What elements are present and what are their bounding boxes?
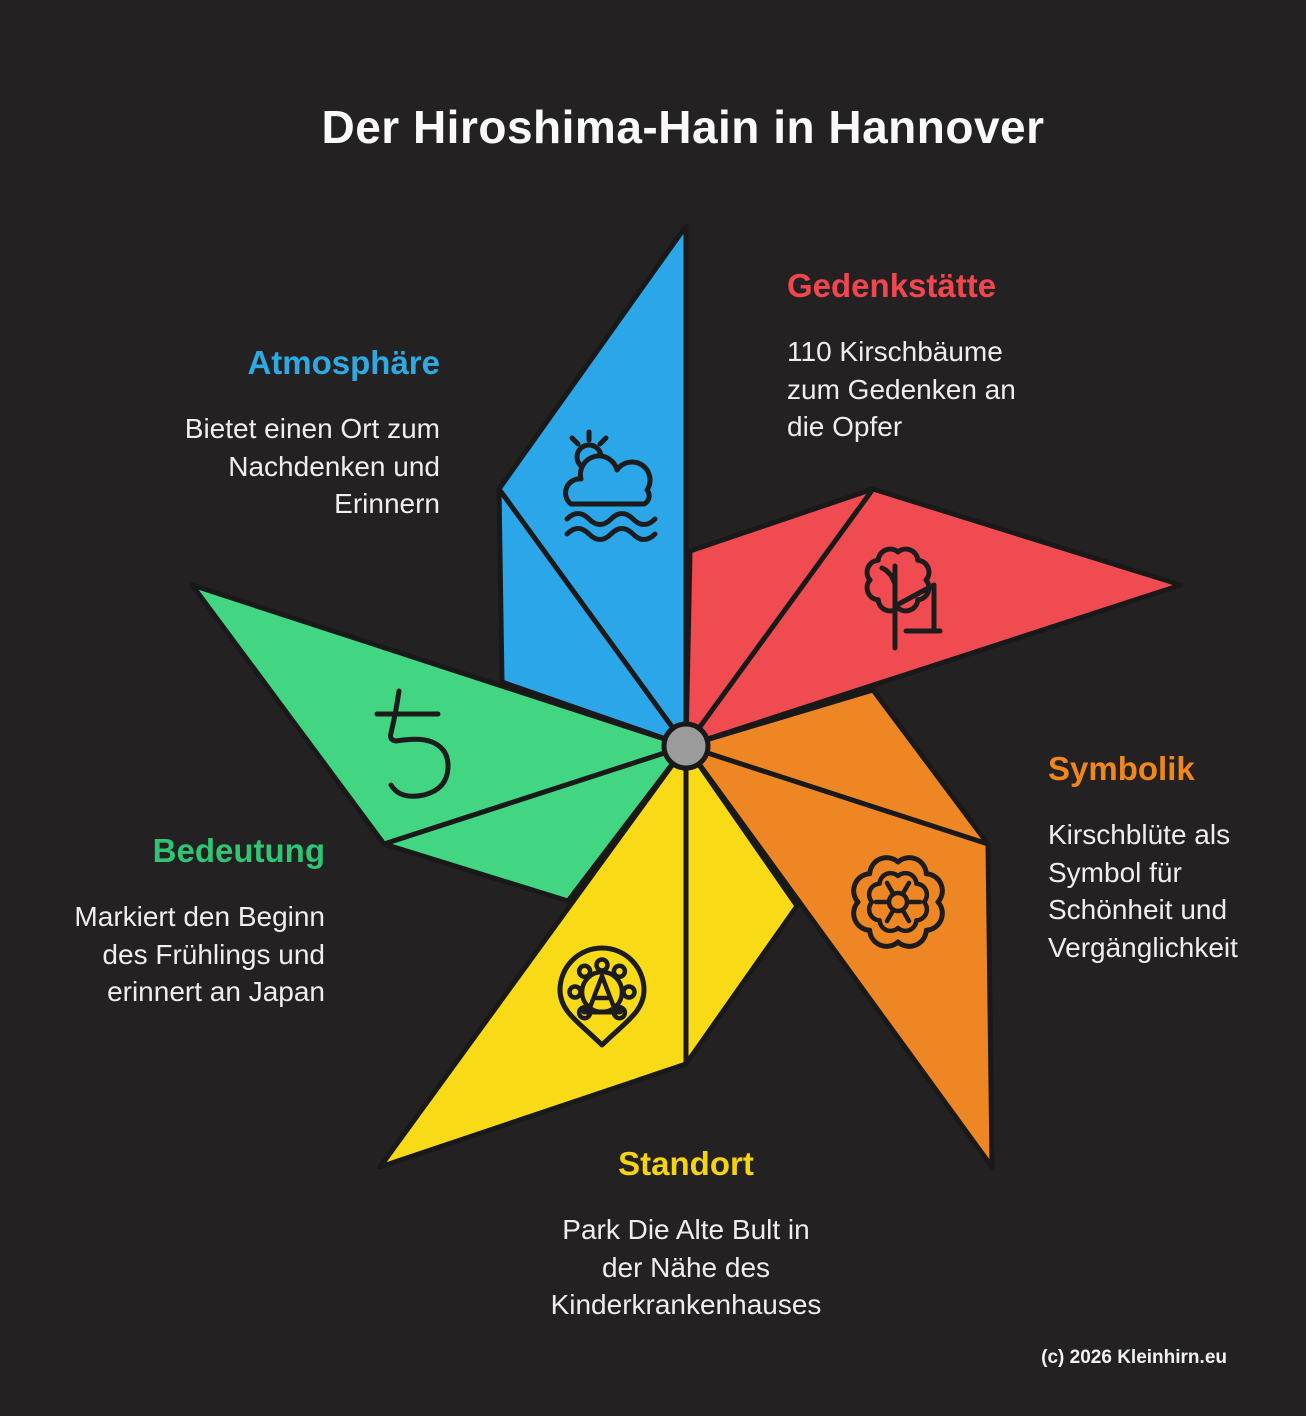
section-desc-line: zum Gedenken an — [787, 373, 1016, 405]
section-desc-line: erinnert an Japan — [107, 976, 325, 1007]
section-desc-line: Bietet einen Ort zum — [184, 413, 440, 444]
section-desc-line: die Opfer — [787, 411, 903, 442]
section-symbolik — [1048, 748, 1238, 966]
section-desc-line: Symbol für — [1048, 856, 1182, 888]
section-desc-line: Nachdenken und — [228, 450, 440, 482]
section-desc-line: 110 Kirschbäume — [787, 336, 1003, 367]
section-heading: Standort — [618, 1145, 754, 1182]
section-desc-line: Schönheit und — [1048, 894, 1228, 925]
section-standort — [551, 1143, 822, 1324]
section-desc-line: Kirschblüte als — [1048, 819, 1231, 850]
section-desc-line: Erinnern — [334, 488, 440, 519]
section-atmosphaere — [185, 342, 440, 523]
section-desc-line: Kinderkrankenhauses — [550, 1289, 822, 1320]
pinwheel-hub — [664, 724, 708, 768]
section-heading: Atmosphäre — [247, 344, 440, 381]
section-desc-line: des Frühlings und — [102, 938, 325, 970]
copyright-credit: (c) 2026 Kleinhirn.eu — [1041, 1347, 1227, 1368]
page-title: Der Hiroshima-Hain in Hannover — [321, 101, 1045, 153]
section-heading: Symbolik — [1048, 750, 1195, 787]
section-desc-line: Park Die Alte Bult in — [562, 1214, 810, 1245]
section-desc-line: der Nähe des — [601, 1251, 771, 1283]
section-heading: Gedenkstätte — [787, 267, 997, 304]
section-gedenkstaette — [787, 265, 1016, 446]
section-bedeutung — [74, 830, 325, 1011]
section-desc-line: Markiert den Beginn — [74, 901, 325, 932]
section-heading: Bedeutung — [152, 832, 325, 869]
section-desc-line: Vergänglichkeit — [1048, 931, 1238, 963]
